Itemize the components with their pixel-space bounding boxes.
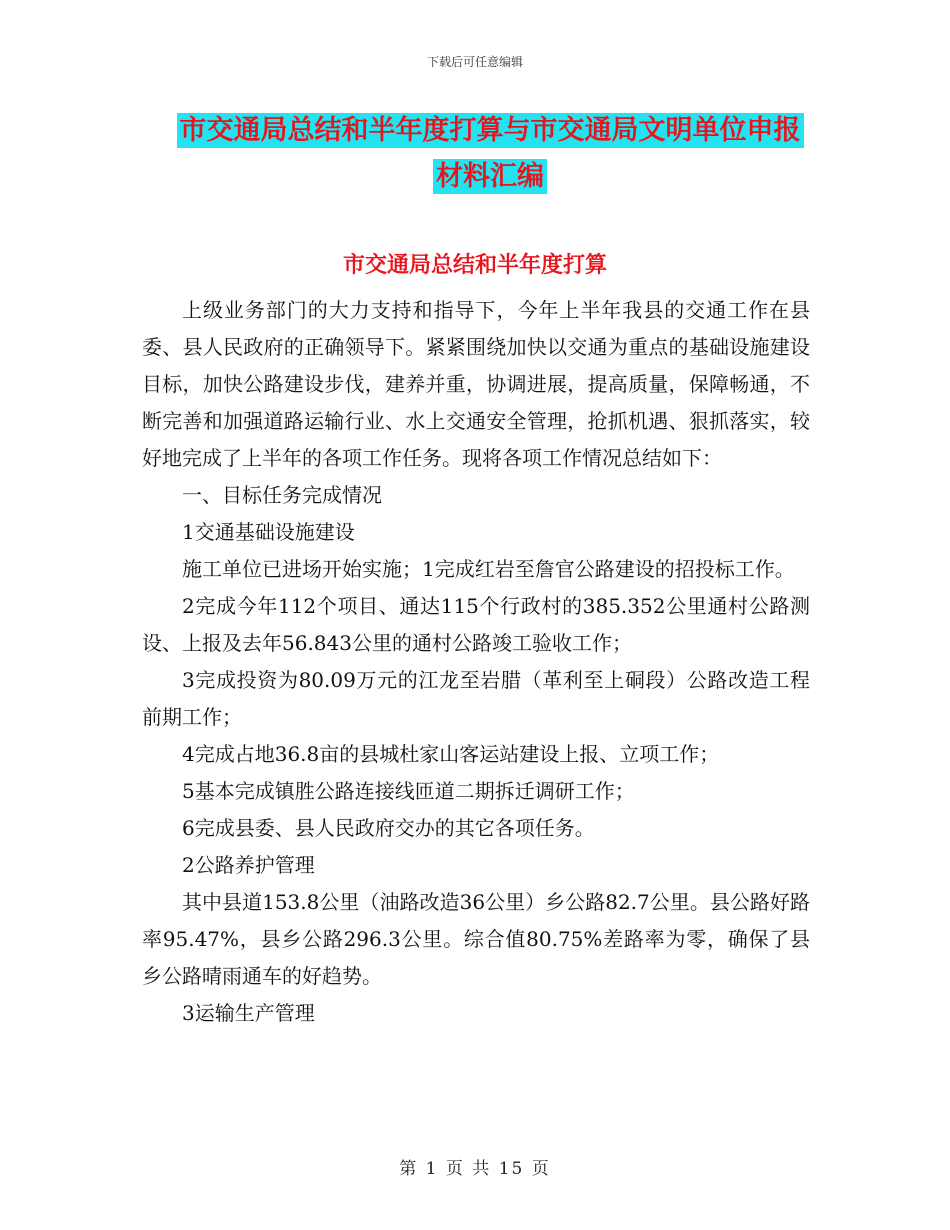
paragraph: 4完成占地36.8亩的县城杜家山客运站建设上报、立项工作； (182, 742, 720, 766)
paragraph: 2公路养护管理 (182, 853, 315, 877)
paragraph: 3完成投资为80.09万元的江龙至岩腊（革利至上硐段）公路改造工程前期工作； (142, 668, 810, 729)
page-header: 下载后可任意编辑 (426, 55, 523, 69)
paragraph: 5基本完成镇胜公路连接线匝道二期拆迁调研工作； (182, 779, 635, 803)
paragraph: 2完成今年112个项目、通达115个行政村的385.352公里通村公路测设、上报及去年56.843公里的通村公路竣工验收工作； (142, 594, 810, 655)
paragraph: 一、目标任务完成情况 (182, 483, 382, 507)
document-body (142, 292, 810, 1032)
section-title: 市交通局总结和半年度打算 (342, 252, 607, 278)
page-footer: 第 1 页 共 15 页 (399, 1159, 551, 1179)
title-line-2: 材料汇编 (433, 159, 547, 194)
paragraph: 1交通基础设施建设 (182, 520, 355, 544)
paragraph: 施工单位已进场开始实施；1完成红岩至詹官公路建设的招投标工作。 (182, 557, 795, 581)
document-title (140, 108, 840, 200)
paragraph: 3运输生产管理 (182, 1001, 315, 1025)
paragraph: 6完成县委、县人民政府交办的其它各项任务。 (182, 816, 595, 840)
paragraph: 上级业务部门的大力支持和指导下，今年上半年我县的交通工作在县委、县人民政府的正确领导下。紧紧围绕加快以交通为重点的基础设施建设目标，加快公路建设步伐，建养并重，协调进展，提高质量，保障畅通，不断完善和加强道路运输行业、水上交通安全管理，抢抓机遇、狠抓落实，较好地完成了上半年的各项工作任务。现将各项工作情况总结如下： (142, 298, 810, 470)
paragraph: 其中县道153.8公里（油路改造36公里）乡公路82.7公里。县公路好路率95.47%，县乡公路296.3公里。综合值80.75%差路率为零，确保了县乡公路晴雨通车的好趋势。 (142, 890, 810, 988)
title-line-1: 市交通局总结和半年度打算与市交通局文明单位申报 (177, 113, 804, 148)
